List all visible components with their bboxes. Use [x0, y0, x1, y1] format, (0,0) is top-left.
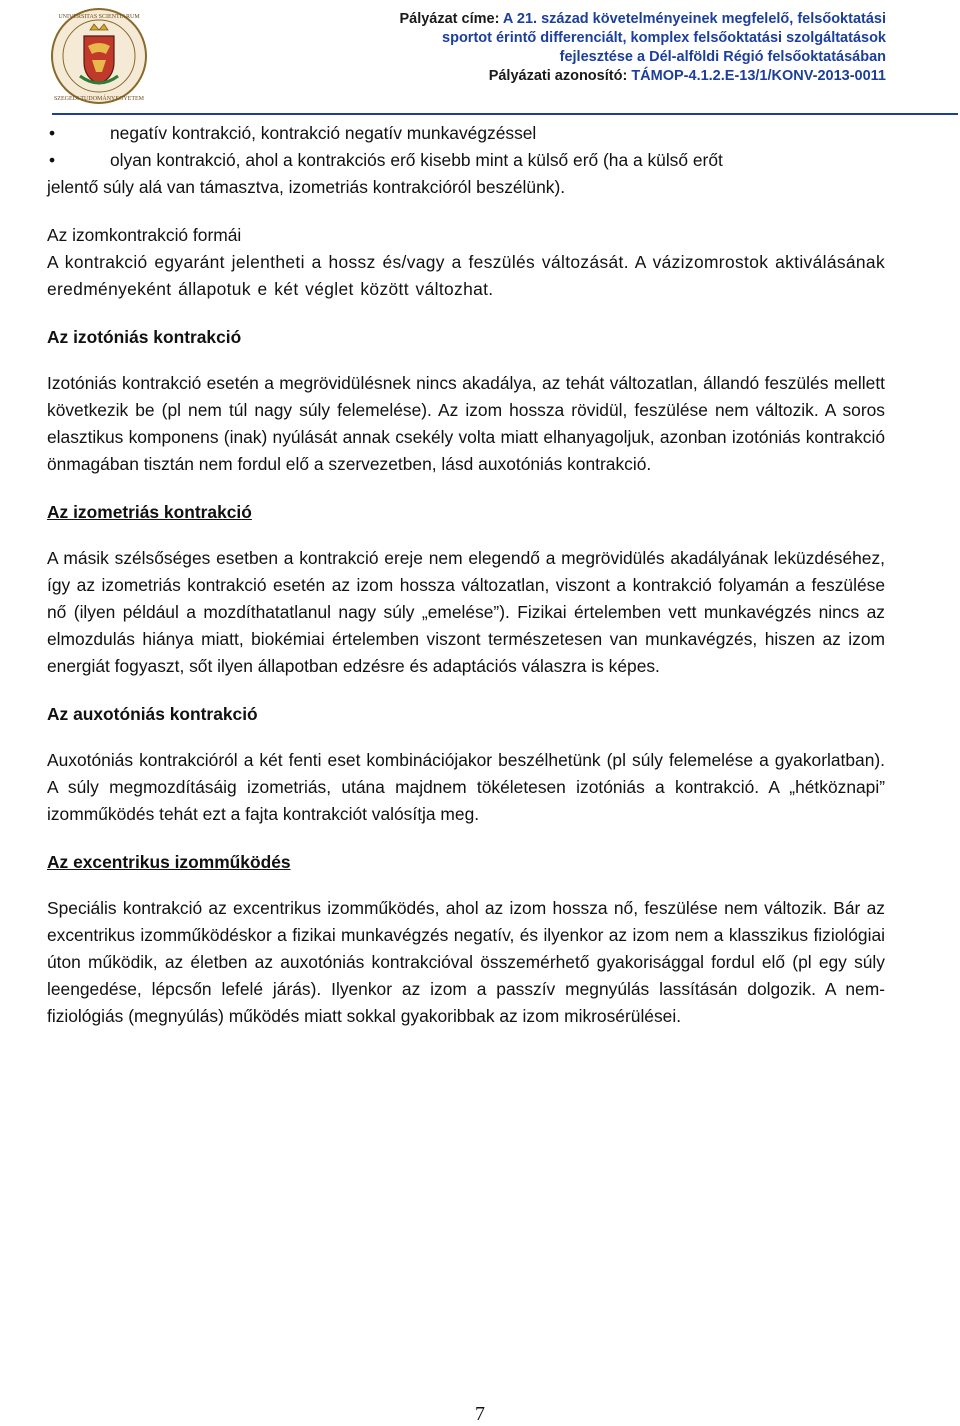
- section-heading-forms: Az izomkontrakció formái: [47, 225, 242, 245]
- svg-text:SZEGEDI TUDOMÁNYEGYETEM: SZEGEDI TUDOMÁNYEGYETEM: [53, 96, 145, 102]
- section-heading-isometric: Az izometriás kontrakció: [47, 502, 252, 522]
- page-header: [0, 0, 960, 115]
- section-heading-eccentric: Az excentrikus izomműködés: [47, 852, 291, 872]
- paragraph-auxotonic: Auxotóniás kontrakcióról a két fenti eset kombinációjakor beszélhetünk (pl súly felemelése a gyakorlatban). A súly megmozdításáig izometriás, utána majdnem tökéletesen izotóniás a kontrakció. A „hétköznapi” izomműködés tehát ezt a fajta kontrakciót valósítja meg.: [47, 750, 885, 824]
- section-heading-isotonic: Az izotóniás kontrakció: [47, 327, 242, 347]
- project-title-line: Pályázat címe: A 21. század követelményeinek megfelelő, felsőoktatási: [399, 11, 886, 27]
- project-title-line-2: sportot érintő differenciált, komplex felsőoktatási szolgáltatások: [442, 30, 886, 46]
- page-number: 7: [475, 1403, 485, 1425]
- project-info: [399, 10, 886, 86]
- paragraph-isometric: A másik szélsőséges esetben a kontrakció ereje nem elegendő a megrövidülés akadályának leküzdéséhez, így az izometriás kontrakció esetén az izom hossza változatlan, viszont a kontrakció folyamán a feszülése nő (ilyen például a mozdíthatatlanul nagy súly „emelése”). Fizikai értelemben vett munkavégzés nincs az elmozdulás hiánya miatt, biokémiai értelemben viszont természetesen van munkavégzés, hiszen az izom energiát fogyaszt, sőt ilyen állapotban edzésre és adaptációs válaszra is képes.: [47, 548, 885, 676]
- paragraph-forms: A kontrakció egyaránt jelentheti a hossz és/vagy a feszülés változását. A vázizomrostok aktiválásának eredményeként állapotuk e két véglet között változhat.: [47, 252, 885, 299]
- bullet-item: • negatív kontrakció, kontrakció negatív munkavégzéssel: [49, 123, 537, 143]
- university-seal-icon: [40, 6, 158, 106]
- document-body: [47, 120, 885, 1030]
- paragraph-isotonic: Izotóniás kontrakció esetén a megrövidülésnek nincs akadálya, az tehát változatlan, állandó feszülés mellett következik be (pl nem túl nagy súly felemelése). Az izom hossza rövidül, feszülése nem változik. A soros elasztikus komponens (inak) nyúlását annak csekély volta miatt elhanyagoljuk, azonban izotóniás kontrakció önmagában tisztán nem fordul elő a szervezetben, lásd auxotóniás kontrakció.: [47, 373, 885, 474]
- header-divider: [52, 113, 958, 115]
- svg-text:UNIVERSITAS SCIENTIARUM: UNIVERSITAS SCIENTIARUM: [58, 14, 140, 20]
- project-id-line: Pályázati azonosító: TÁMOP-4.1.2.E-13/1/KONV-2013-0011: [488, 68, 886, 84]
- project-title-line-3: fejlesztése a Dél-alföldi Régió felsőoktatásában: [559, 49, 886, 65]
- section-heading-auxotonic: Az auxotóniás kontrakció: [47, 704, 258, 724]
- bullet-item: • olyan kontrakció, ahol a kontrakciós erő kisebb mint a külső erő (ha a külső erőt: [49, 150, 723, 170]
- bullet-continuation: jelentő súly alá van támasztva, izometriás kontrakcióról beszélünk).: [47, 177, 566, 197]
- paragraph-eccentric: Speciális kontrakció az excentrikus izomműködés, ahol az izom hossza nő, feszülése nem változik. Bár az excentrikus izomműködéskor a fizikai munkavégzés negatív, és ilyenkor az izom nem a klasszikus fiziológiai úton működik, az életben az auxotóniás kontrakcióval összemérhető gyakorisággal fordul elő (pl egy súly leengedése, lépcsőn lefelé járás). Ilyenkor az izom a passzív megnyúlás lassításán dolgozik. A nem-fiziológiás (megnyúlás) működés miatt sokkal gyakoribbak az izom mikrosérülései.: [47, 898, 885, 1026]
